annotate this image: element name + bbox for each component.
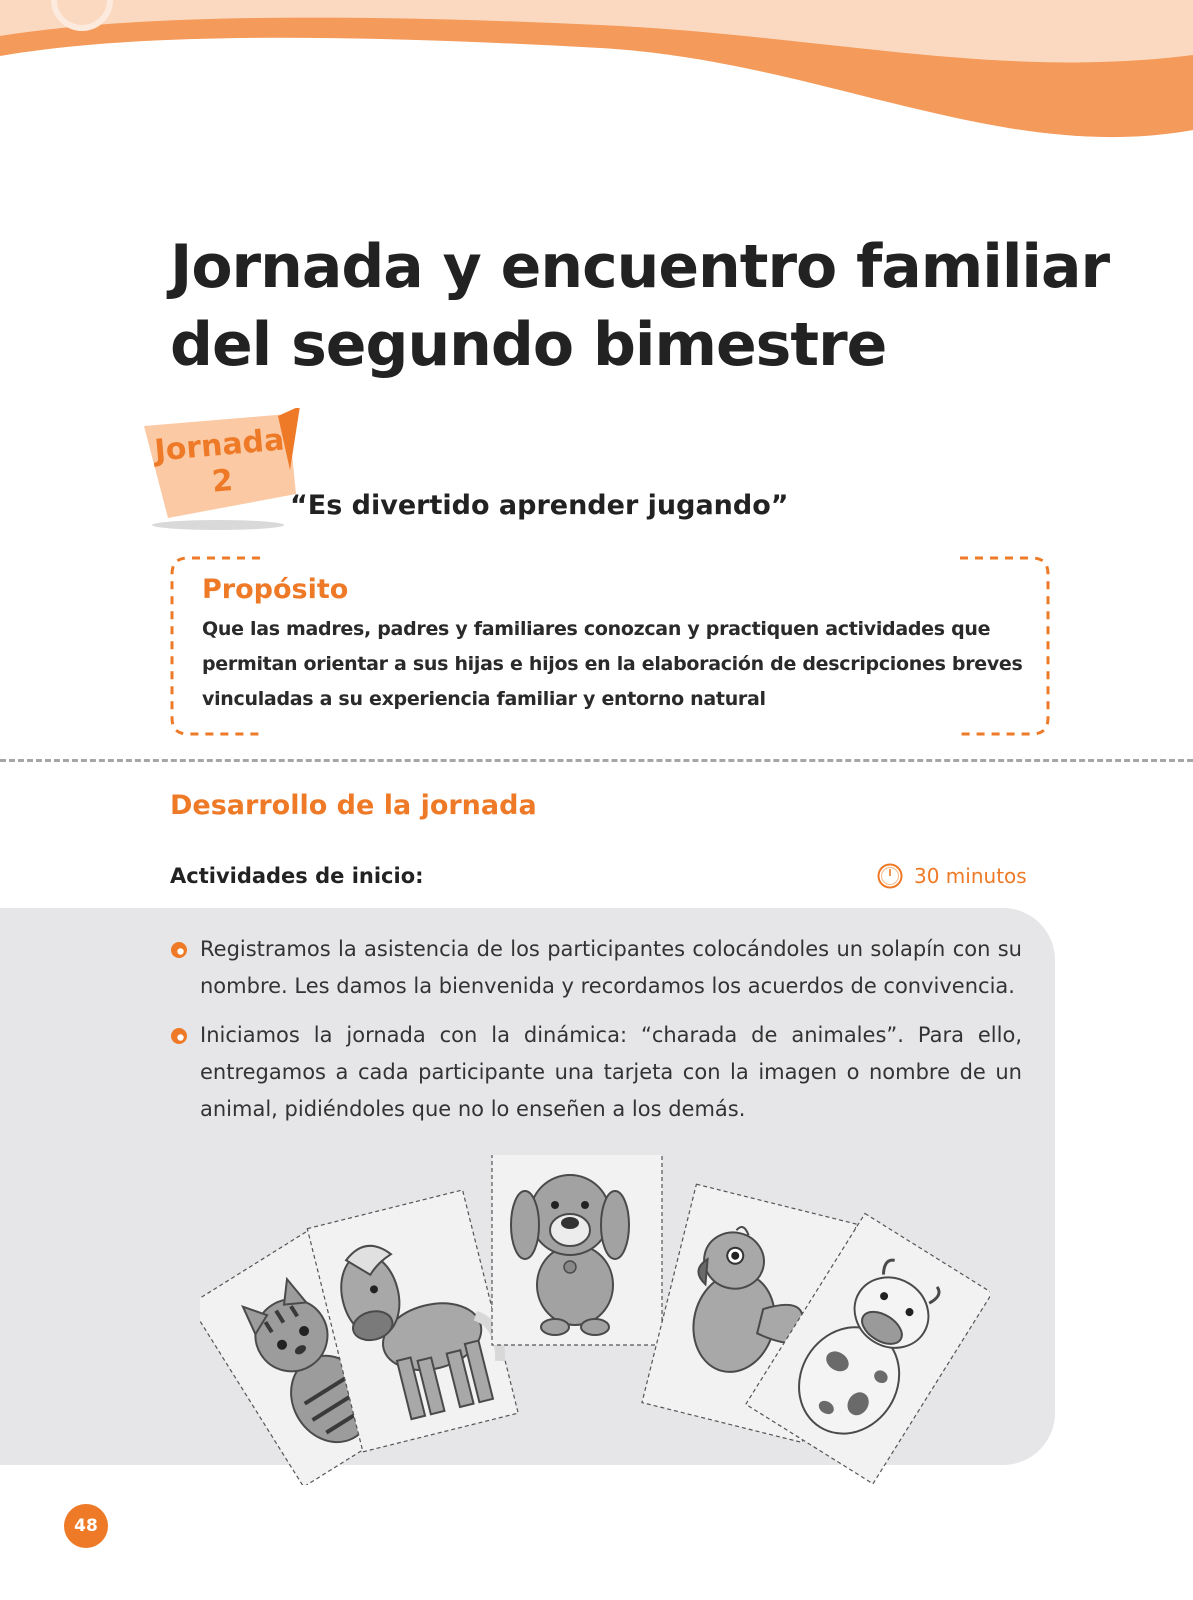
dog-card	[492, 1155, 662, 1345]
page-title-line-1: Jornada y encuentro familiar	[170, 232, 1110, 302]
section-divider	[0, 759, 1193, 762]
list-item-text: Iniciamos la jornada con la dinámica: “charada de animales”. Para ello, entregamos a cada participante una tarjeta con la imagen o nombre de un animal, pidiéndoles que no lo enseñen a los demás.	[200, 1023, 1022, 1121]
section-title: Desarrollo de la jornada	[170, 790, 537, 821]
jornada-subtitle: “Es divertido aprender jugando”	[290, 490, 789, 521]
purpose-text: Que las madres, padres y familiares conozcan y practiquen actividades que permitan orientar a sus hijas e hijos en la elaboración de descripciones breves vinculadas a su experiencia familiar y entorno natural	[202, 618, 1023, 710]
purpose-box	[170, 556, 1050, 736]
page-title	[170, 228, 1110, 384]
clock-icon	[876, 862, 904, 890]
jornada-number: 2	[210, 463, 235, 500]
jornada-word: Jornada	[153, 422, 286, 469]
animal-cards-illustration	[200, 1155, 990, 1485]
page-title-line-2: del segundo bimestre	[170, 310, 887, 380]
activity-label: Actividades de inicio:	[170, 864, 424, 888]
list-item	[170, 931, 1022, 1005]
bullet-icon	[170, 941, 188, 959]
duration-text: 30 minutos	[914, 864, 1027, 888]
bullet-icon	[170, 1027, 188, 1045]
jornada-label	[153, 422, 289, 505]
activities-list	[170, 931, 1022, 1140]
purpose-title: Propósito	[202, 574, 349, 605]
page-number: 48	[64, 1504, 108, 1548]
header-wave	[0, 0, 1193, 160]
list-item-text: Registramos la asistencia de los participantes colocándoles un solapín con su nombre. Les damos la bienvenida y recordamos los acuerdos de convivencia.	[200, 937, 1022, 998]
list-item	[170, 1017, 1022, 1128]
